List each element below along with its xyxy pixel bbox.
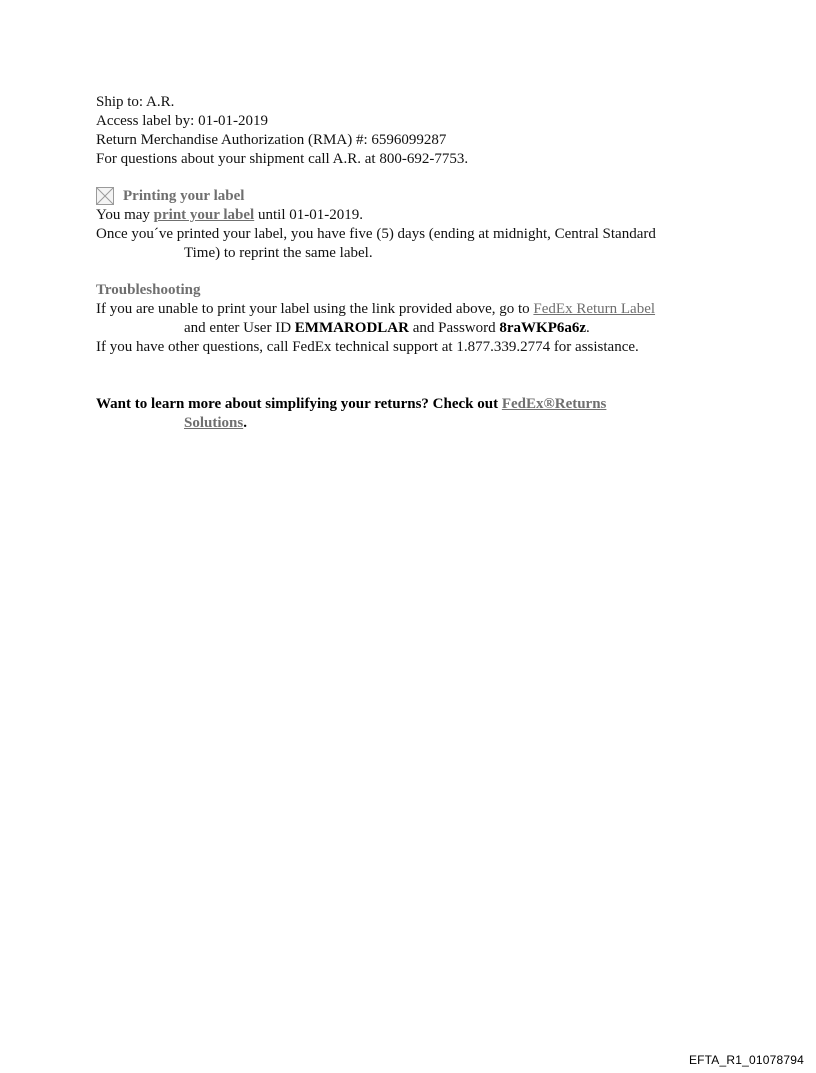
fedex-return-label-link[interactable]: FedEx Return Label <box>533 301 656 317</box>
user-id-value: EMMARODLAR <box>294 320 409 336</box>
print-label-link[interactable]: print your label <box>153 207 255 223</box>
returns-promo: Want to learn more about simplifying your returns? Check out FedEx®Returns Solutions. <box>96 396 607 431</box>
broken-image-icon <box>96 187 114 205</box>
rma-line: Return Merchandise Authorization (RMA) #: 6596099287 <box>96 132 447 148</box>
print-until-line: You may print your label until 01-01-2019. <box>96 207 363 223</box>
troubleshooting-credentials: If you are unable to print your label using the link provided above, go to FedEx Return Label and enter User ID EMMARODLAR and Password 8raWKP6a6z. <box>96 301 656 336</box>
questions-line: For questions about your shipment call A.R. at 800-692-7753. <box>96 151 469 167</box>
access-label-line: Access label by: 01-01-2019 <box>96 113 269 129</box>
password-value: 8raWKP6a6z <box>499 320 587 336</box>
document-id: EFTA_R1_01078794 <box>688 1053 804 1067</box>
returns-solutions-link[interactable]: FedEx®Returns Solutions <box>184 396 607 431</box>
troubleshooting-heading: Troubleshooting <box>96 282 201 298</box>
printing-heading: Printing your label <box>123 188 245 204</box>
email-body <box>96 93 656 433</box>
reprint-info: Once you´ve printed your label, you have five (5) days (ending at midnight, Central Standard Time) to reprint the same label. <box>96 226 656 261</box>
printing-heading-row <box>96 187 656 206</box>
ship-to-line: Ship to: A.R. <box>96 94 175 110</box>
tech-support-info: If you have other questions, call FedEx technical support at 1.877.339.2774 for assistance. <box>96 339 639 355</box>
